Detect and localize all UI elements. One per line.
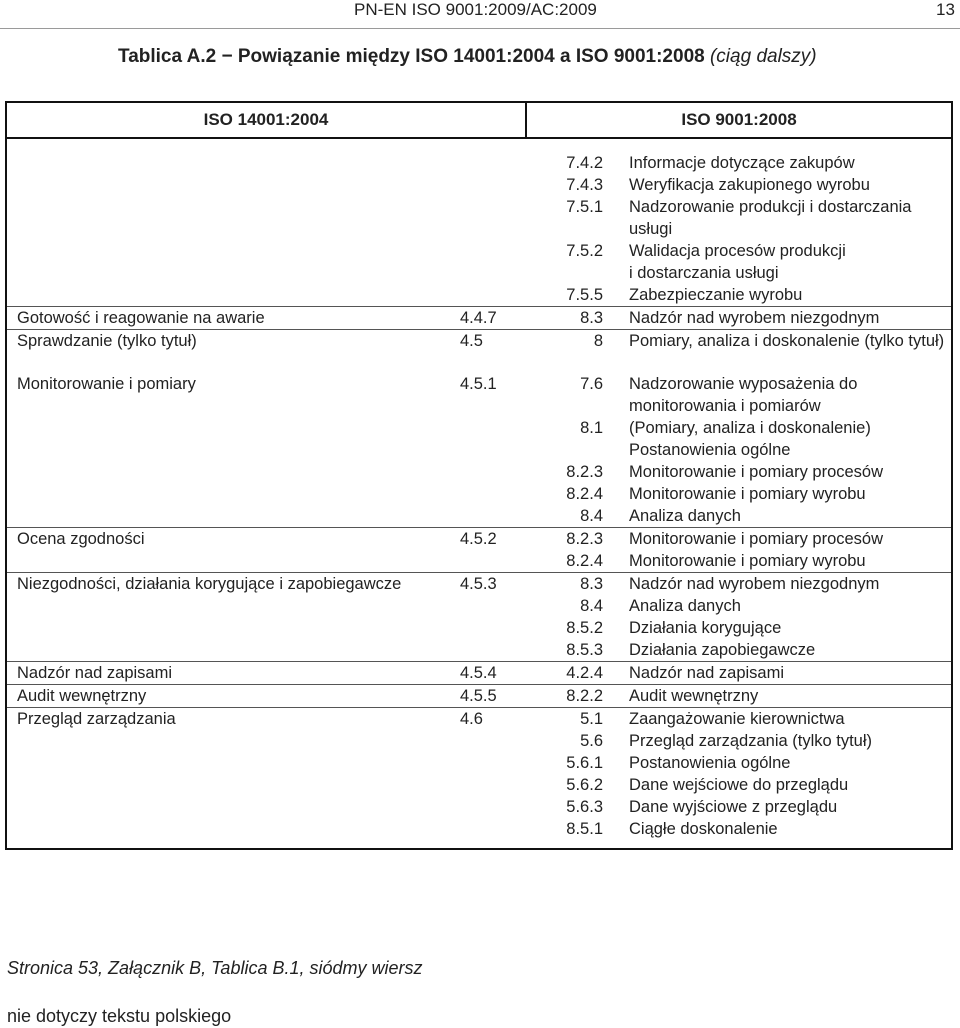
table-caption (118, 45, 817, 69)
iso9001-clause-title: i dostarczania usługi (629, 264, 779, 282)
iso9001-clause-title: Analiza danych (629, 507, 741, 525)
cell-iso9001-titles (613, 573, 952, 662)
iso9001-clause-title: Pomiary, analiza i doskonalenie (tylko tytuł) (629, 332, 945, 350)
cell-topic: Niezgodności, działania korygujące i zapobiegawcze (6, 573, 460, 662)
iso9001-clause-number: 8.2.3 (566, 463, 603, 481)
iso9001-clause-number: 8.2.4 (566, 485, 603, 503)
table-row (6, 330, 952, 361)
iso9001-clause-title: Ciągłe doskonalenie (629, 820, 778, 838)
page-header (0, 0, 960, 29)
cell-iso9001-titles (613, 360, 952, 528)
table-header-row (6, 102, 952, 138)
iso9001-clause-title: Postanowienia ogólne (629, 754, 791, 772)
cell-topic: Gotowość i reagowanie na awarie (6, 307, 460, 330)
cell-topic: Nadzór nad zapisami (6, 662, 460, 685)
iso9001-clause-number: 8.2.2 (566, 687, 603, 705)
cell-iso9001-clauses (526, 330, 613, 361)
iso9001-clause-number: 4.2.4 (566, 664, 603, 682)
iso9001-clause-title: Działania zapobiegawcze (629, 641, 816, 659)
iso9001-clause-title: Monitorowanie i pomiary wyrobu (629, 485, 866, 503)
cell-iso14001-clause: 4.6 (460, 708, 526, 850)
iso9001-clause-title: Weryfikacja zakupionego wyrobu (629, 176, 870, 194)
iso-mapping-table (5, 101, 953, 850)
table-row (6, 685, 952, 708)
iso9001-clause-number: 7.4.2 (566, 154, 603, 172)
cell-iso14001-clause: 4.5.1 (460, 375, 497, 393)
iso9001-clause-number: 5.6 (580, 732, 603, 750)
caption-label: Tablica A.2 (118, 46, 217, 67)
cell-iso9001-titles (613, 708, 952, 850)
iso9001-clause-number (526, 395, 603, 417)
document-id: PN-EN ISO 9001:2009/AC:2009 (354, 0, 597, 19)
cell-iso9001-titles (613, 330, 952, 361)
cell-topic: Przegląd zarządzania (6, 708, 460, 850)
page-number: 13 (936, 0, 955, 19)
iso9001-clause-title: Przegląd zarządzania (tylko tytuł) (629, 732, 873, 750)
cell-iso9001-clauses (526, 528, 613, 573)
iso9001-clause-number (526, 262, 603, 284)
iso9001-clause-number (526, 439, 603, 461)
iso9001-clause-title: (Pomiary, analiza i doskonalenie) (629, 419, 871, 437)
iso9001-clause-number: 5.6.3 (566, 798, 603, 816)
iso9001-clause-number: 8.1 (580, 419, 603, 437)
table-row (6, 307, 952, 330)
cell-iso9001-titles (613, 138, 952, 307)
iso9001-clause-title: Zaangażowanie kierownictwa (629, 710, 845, 728)
iso9001-clause-title: Nadzór nad zapisami (629, 664, 784, 682)
cell-iso9001-clauses (526, 307, 613, 330)
cell-topic (6, 138, 460, 307)
iso9001-clause-title: Informacje dotyczące zakupów (629, 154, 855, 172)
cell-iso9001-clauses (526, 138, 613, 307)
iso9001-clause-title: monitorowania i pomiarów (629, 397, 821, 415)
iso9001-clause-number: 8.3 (580, 575, 603, 593)
col-header-iso14001: ISO 14001:2004 (6, 102, 526, 138)
cell-iso9001-clauses (526, 685, 613, 708)
iso9001-clause-number: 8 (593, 332, 603, 350)
iso9001-clause-number: 7.4.3 (566, 176, 603, 194)
iso9001-clause-title: Nadzór nad wyrobem niezgodnym (629, 575, 880, 593)
iso9001-clause-title: Dane wejściowe do przeglądu (629, 776, 849, 794)
iso9001-clause-title: Nadzór nad wyrobem niezgodnym (629, 309, 880, 327)
col-header-iso9001: ISO 9001:2008 (526, 102, 952, 138)
iso9001-clause-number: 8.2.3 (566, 530, 603, 548)
cell-iso9001-titles (613, 307, 952, 330)
iso9001-clause-title: Monitorowanie i pomiary procesów (629, 463, 884, 481)
caption-continued: (ciąg dalszy) (709, 46, 817, 67)
iso9001-clause-title: Monitorowanie i pomiary procesów (629, 530, 884, 548)
iso9001-clause-title: Audit wewnętrzny (629, 687, 759, 705)
iso9001-clause-title: Walidacja procesów produkcji (629, 242, 846, 260)
cell-topic: Sprawdzanie (tylko tytuł) (6, 330, 460, 361)
iso9001-clause-number: 7.5.1 (566, 198, 603, 216)
cell-iso14001-clause: 4.5.4 (460, 662, 526, 685)
iso9001-clause-title: Zabezpieczanie wyrobu (629, 286, 803, 304)
cell-iso9001-titles (613, 685, 952, 708)
iso9001-clause-number: 5.6.2 (566, 776, 603, 794)
table-row (6, 360, 952, 528)
iso9001-clause-title: Dane wyjściowe z przeglądu (629, 798, 838, 816)
iso9001-clause-title: Nadzorowanie produkcji i dostarczania (629, 198, 912, 216)
iso9001-clause-number: 7.6 (580, 375, 603, 393)
table-row (6, 528, 952, 573)
table-row (6, 708, 952, 850)
iso9001-clause-number: 8.4 (580, 507, 603, 525)
iso9001-clause-number (526, 218, 603, 240)
cell-iso14001-clause: 4.5.2 (460, 528, 526, 573)
iso9001-clause-number: 8.5.3 (566, 641, 603, 659)
footer-note: nie dotyczy tekstu polskiego (7, 1006, 232, 1026)
cell-iso14001-clause (460, 138, 526, 307)
footer-reference: Stronica 53, Załącznik B, Tablica B.1, siódmy wiersz (7, 958, 423, 978)
table-row (6, 573, 952, 662)
iso9001-clause-number: 5.1 (580, 710, 603, 728)
iso9001-clause-number: 8.5.1 (566, 820, 603, 838)
iso9001-clause-title: Analiza danych (629, 597, 741, 615)
caption-title: Powiązanie między ISO 14001:2004 a ISO 9001:2008 (237, 46, 705, 67)
cell-iso9001-titles (613, 528, 952, 573)
iso9001-clause-number: 8.5.2 (566, 619, 603, 637)
iso9001-clause-title: Działania korygujące (629, 619, 782, 637)
table-row (6, 662, 952, 685)
iso9001-clause-title: Nadzorowanie wyposażenia do (629, 375, 858, 393)
iso9001-clause-title: Postanowienia ogólne (629, 441, 791, 459)
cell-iso14001-clause: 4.4.7 (460, 307, 526, 330)
iso9001-clause-title: Monitorowanie i pomiary wyrobu (629, 552, 866, 570)
cell-topic: Audit wewnętrzny (6, 685, 460, 708)
iso9001-clause-number: 7.5.5 (566, 286, 603, 304)
table-row (6, 138, 952, 307)
iso9001-clause-number: 8.3 (580, 309, 603, 327)
cell-iso9001-clauses (526, 573, 613, 662)
cell-iso9001-titles (613, 662, 952, 685)
iso9001-clause-number: 8.2.4 (566, 552, 603, 570)
iso9001-clause-number: 7.5.2 (566, 242, 603, 260)
table-body (6, 138, 952, 849)
cell-iso14001-clause: 4.5 (460, 330, 526, 361)
iso9001-clause-number: 8.4 (580, 597, 603, 615)
cell-iso14001-clause: 4.5.3 (460, 573, 526, 662)
cell-iso14001-clause: 4.5.5 (460, 685, 526, 708)
iso9001-clause-title: usługi (629, 220, 673, 238)
iso9001-clause-number: 5.6.1 (566, 754, 603, 772)
cell-iso9001-clauses (526, 662, 613, 685)
cell-topic: Ocena zgodności (6, 528, 460, 573)
caption-dash: − (221, 46, 233, 67)
cell-iso9001-clauses (526, 708, 613, 850)
cell-iso9001-clauses (526, 360, 613, 528)
cell-topic: Monitorowanie i pomiary (17, 375, 196, 393)
